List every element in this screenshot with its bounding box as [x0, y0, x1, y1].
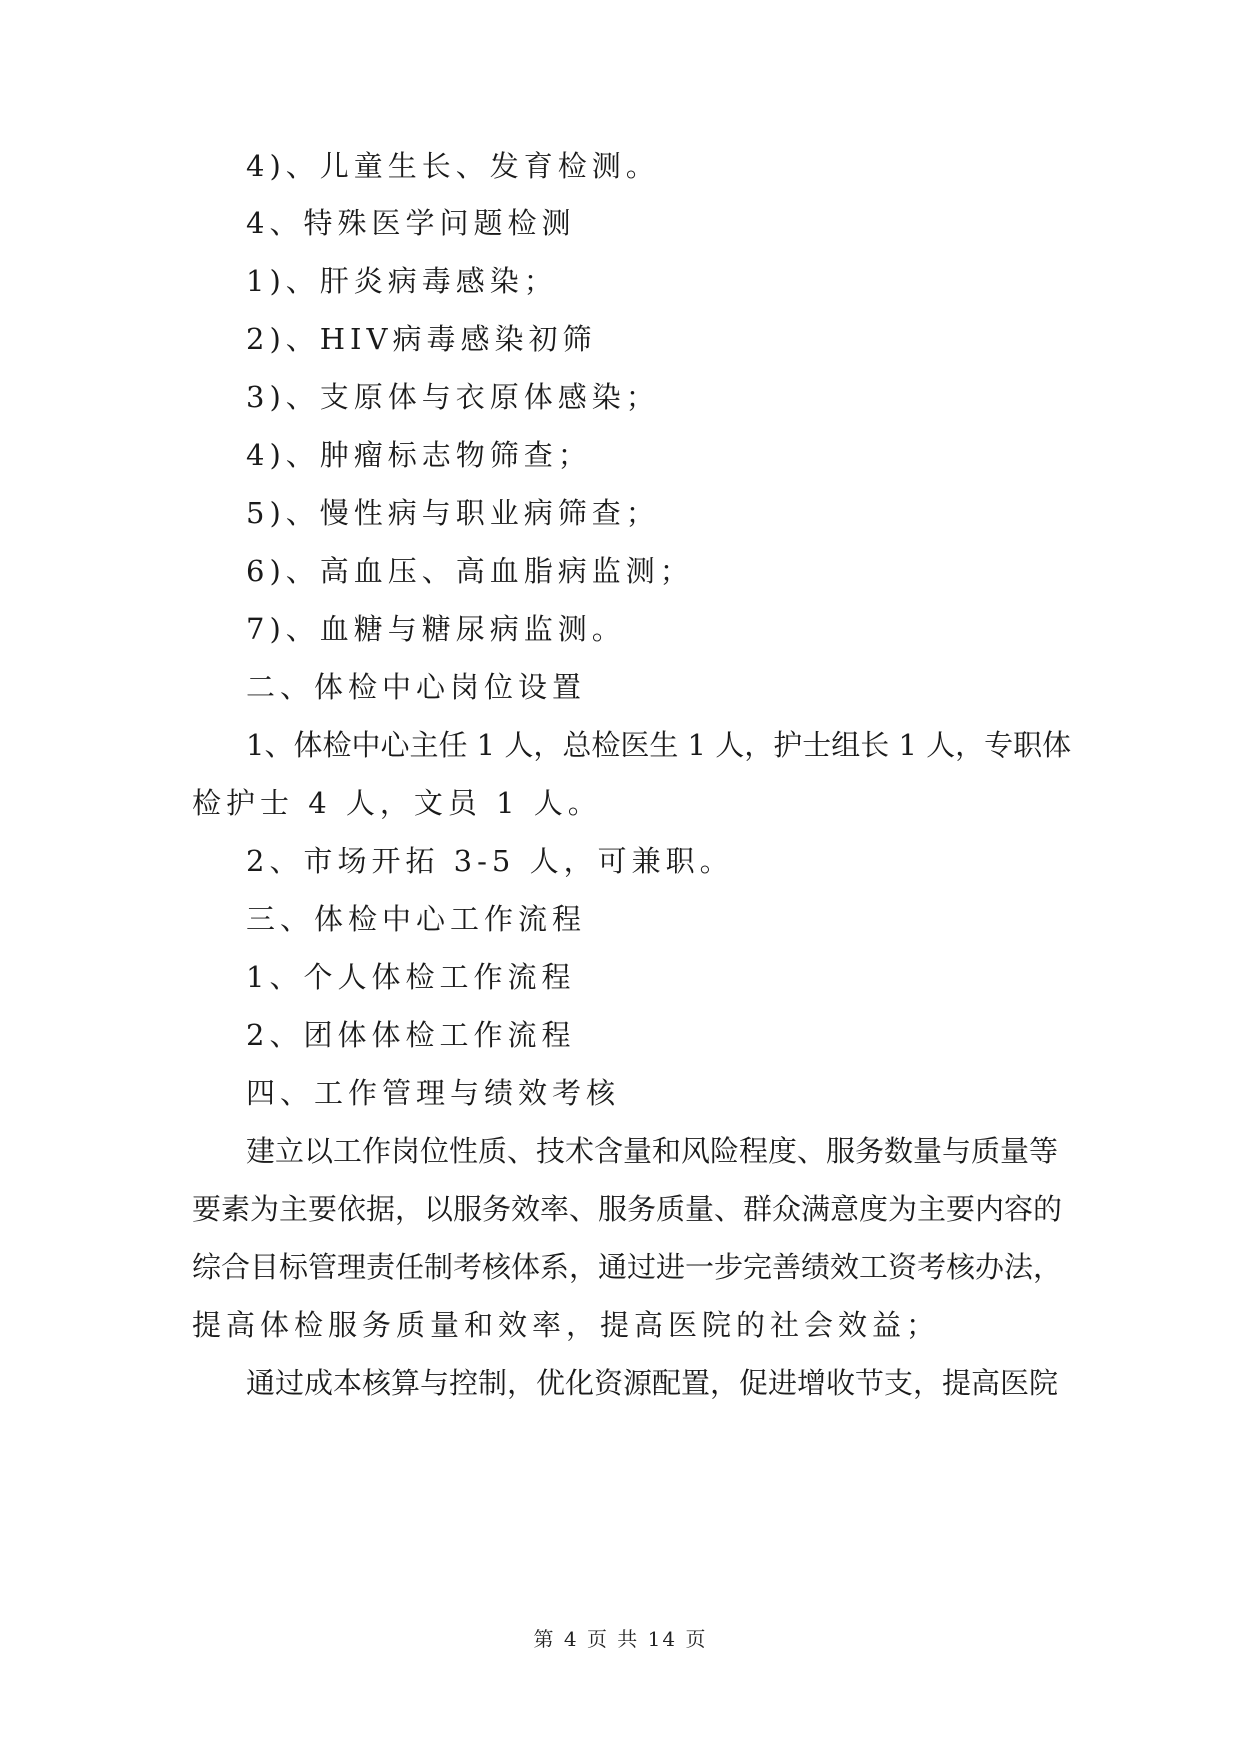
text-line: 3)、支原体与衣原体感染； [246, 380, 660, 414]
text-line: 通过成本核算与控制，优化资源配置，促进增收节支，提高医院 [246, 1366, 1059, 1400]
section-heading: 二、体检中心岗位设置 [246, 670, 587, 704]
text-line: 要素为主要依据，以服务效率、服务质量、群众满意度为主要内容的 [192, 1192, 1063, 1226]
text-line: 提高体检服务质量和效率，提高医院的社会效益； [192, 1308, 941, 1342]
text-line: 7)、血糖与糖尿病监测。 [246, 612, 626, 646]
text-line: 6)、高血压、高血脂病监测； [246, 554, 694, 588]
text-line: 1)、肝炎病毒感染； [246, 264, 558, 298]
text-line: 4)、肿瘤标志物筛查； [246, 438, 592, 472]
text-line: 1、个人体检工作流程 [246, 960, 576, 994]
text-line: 4、特殊医学问题检测 [246, 206, 576, 240]
text-line: 检护士 4 人，文员 1 人。 [192, 786, 602, 820]
text-line: 4)、儿童生长、发育检测。 [246, 149, 660, 183]
text-line: 建立以工作岗位性质、技术含量和风险程度、服务数量与质量等 [246, 1134, 1059, 1168]
text-line: 5)、慢性病与职业病筛查； [246, 496, 660, 530]
text-line: 2、市场开拓 3-5 人，可兼职。 [246, 844, 734, 878]
text-line: 1、体检中心主任 1 人，总检医生 1 人，护士组长 1 人，专职体 [246, 728, 1072, 762]
section-heading: 四、工作管理与绩效考核 [246, 1076, 621, 1110]
page-number-footer: 第 4 页 共 14 页 [533, 1627, 708, 1651]
text-line: 综合目标管理责任制考核体系，通过进一步完善绩效工资考核办法， [192, 1250, 1063, 1284]
text-line: 2)、HIV病毒感染初筛 [246, 322, 597, 356]
section-heading: 三、体检中心工作流程 [246, 902, 587, 936]
text-line: 2、团体体检工作流程 [246, 1018, 576, 1052]
